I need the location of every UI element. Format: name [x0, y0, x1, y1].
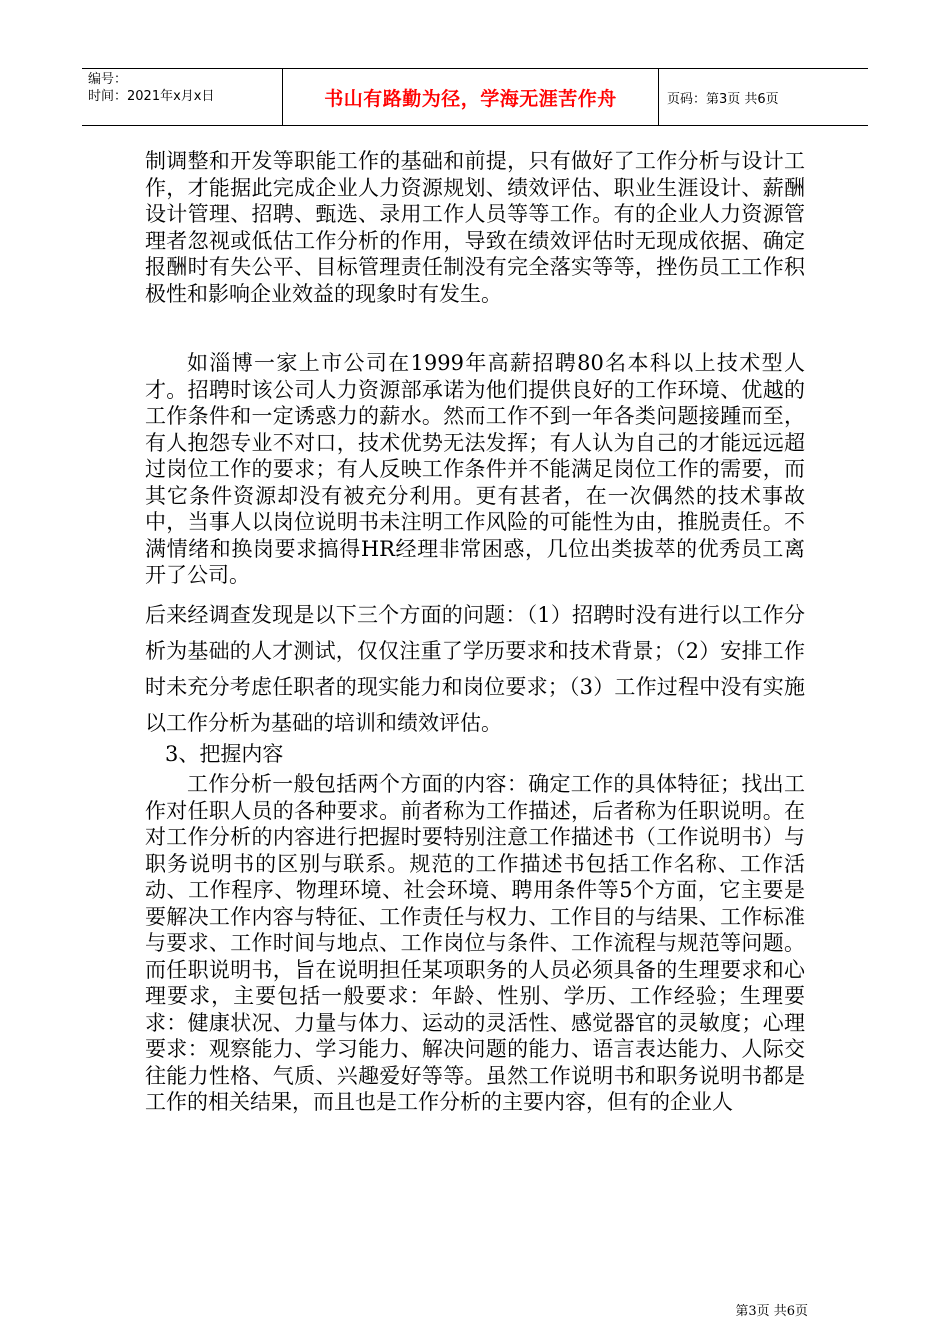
header-motto-cell: [283, 69, 659, 125]
document-time-label: 时间：2021年x月x日: [88, 89, 215, 104]
body-paragraph-1: 制调整和开发等职能工作的基础和前提，只有做好了工作分析与设计工作，才能据此完成企业人力资源规划、绩效评估、职业生涯设计、薪酬设计管理、招聘、甄选、录用工作人员等等工作。有的企业人力资源管理者忽视或低估工作分析的作用，导致在绩效评估时无现成依据、确定报酬时有失公平、目标管理责任制没有完全落实等等，挫伤员工工作积极性和影响企业效益的现象时有发生。: [145, 149, 805, 306]
header-page-code-cell: [659, 69, 868, 125]
body-paragraph-2: 如淄博一家上市公司在1999年高薪招聘80名本科以上技术型人才。招聘时该公司人力资源部承诺为他们提供良好的工作环境、优越的工作条件和一定诱惑力的薪水。然而工作不到一年各类问题接踵而至，有人抱怨专业不对口，技术优势无法发挥；有人认为自己的才能远远超过岗位工作的要求；有人反映工作条件并不能满足岗位工作的需要，而其它条件资源却没有被充分利用。更有甚者，在一次偶然的技术事故中，当事人以岗位说明书未注明工作风险的可能性为由，推脱责任。不满情绪和换岗要求搞得HR经理非常困惑，几位出类拔萃的优秀员工离开了公司。: [145, 351, 805, 587]
header-meta: [82, 69, 283, 125]
page-footer: 第3页 共6页: [735, 1304, 808, 1319]
header-page-code: 页码：第3页 共6页: [667, 91, 779, 107]
section-heading-3: 3、把握内容: [165, 741, 284, 766]
body-paragraph-4: 工作分析一般包括两个方面的内容：确定工作的具体特征；找出工作对任职人员的各种要求。前者称为工作描述，后者称为任职说明。在对工作分析的内容进行把握时要特别注意工作描述书（工作说明书）与职务说明书的区别与联系。规范的工作描述书包括工作名称、工作活动、工作程序、物理环境、社会环境、聘用条件等5个方面，它主要是要解决工作内容与特征、工作责任与权力、工作目的与结果、工作标准与要求、工作时间与地点、工作岗位与条件、工作流程与规范等问题。而任职说明书，旨在说明担任某项职务的人员必须具备的生理要求和心理要求，主要包括一般要求：年龄、性别、学历、工作经验；生理要求：健康状况、力量与体力、运动的灵活性、感觉器官的灵敏度；心理要求：观察能力、学习能力、解决问题的能力、语言表达能力、人际交往能力性格、气质、兴趣爱好等等。虽然工作说明书和职务说明书都是工作的相关结果，而且也是工作分析的主要内容，但有的企业人: [145, 772, 805, 1114]
document-number-label: 编号：: [88, 72, 128, 87]
document-body: [145, 148, 805, 1116]
header-motto: 书山有路勤为径，学海无涯苦作舟: [324, 87, 617, 110]
page-header: [82, 68, 868, 126]
body-paragraph-3: 后来经调查发现是以下三个方面的问题：（1）招聘时没有进行以工作分析为基础的人才测试，仅仅注重了学历要求和技术背景；（2）安排工作时未充分考虑任职者的现实能力和岗位要求；（3）工作过程中没有实施以工作分析为基础的培训和绩效评估。: [145, 602, 805, 735]
